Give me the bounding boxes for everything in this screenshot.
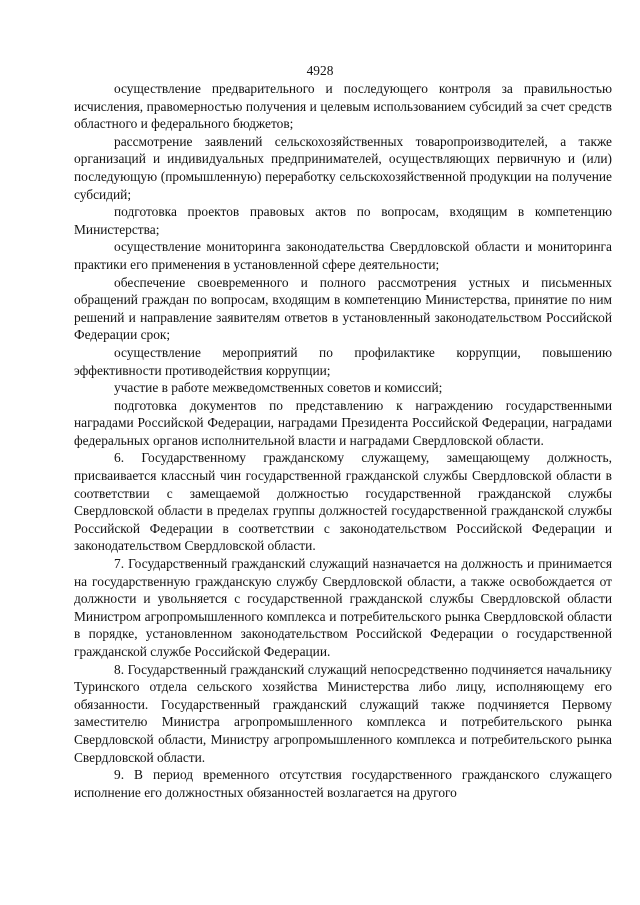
body-text <box>74 80 612 801</box>
paragraph-10: 7. Государственный гражданский служащий назначается на должность и принимается на государственную гражданскую службу Свердловской области, а также освобождается от должности и увольняется с государственной гражданской службы Свердловской области Министром агропромышленного комплекса и потребительского рынка Свердловской области в порядке, установленном законодательством Российской Федерации о государственной гражданской службе Российской Федерации. <box>74 556 612 659</box>
paragraph-3: подготовка проектов правовых актов по вопросам, входящим в компетенцию Министерства; <box>74 204 612 237</box>
page-number: 4928 <box>306 63 334 78</box>
paragraph-4: осуществление мониторинга законодательства Свердловской области и мониторинга практики его применения в установленной сфере деятельности; <box>74 239 612 272</box>
paragraph-1: осуществление предварительного и последующего контроля за правильностью исчисления, правомерностью получения и целевым использованием субсидий за счет средств областного и федерального бюджетов; <box>74 81 612 132</box>
paragraph-11: 8. Государственный гражданский служащий непосредственно подчиняется начальнику Туринского отдела сельского хозяйства Министерства либо лицу, исполняющему его обязанности. Государственный гражданский служащий также подчиняется Первому заместителю Министра агропромышленного комплекса и потребительского рынка Свердловской области, Министру агропромышленного комплекса и потребительского рынка Свердловской области. <box>74 661 612 765</box>
paragraph-7: участие в работе межведомственных советов и комиссий; <box>114 380 443 396</box>
paragraph-8: подготовка документов по представлению к награждению государственными наградами Российской Федерации, наградами Президента Российской Федерации, наградами федеральных органов исполнительной власти и наградами Свердловской области. <box>74 397 612 448</box>
paragraph-5: обеспечение своевременного и полного рассмотрения устных и письменных обращений граждан по вопросам, входящим в компетенцию Министерства, принятие по ним решений и направление заявителям ответов в установленный законодательством Российской Федерации срок; <box>74 274 612 343</box>
paragraph-6: осуществление мероприятий по профилактике коррупции, повышению эффективности противодействия коррупции; <box>74 344 612 378</box>
paragraph-2: рассмотрение заявлений сельскохозяйственных товаропроизводителей, а также организаций и индивидуальных предпринимателей, осуществляющих первичную и (или) последующую (промышленную) переработку сельскохозяйственной продукции на получение субсидий; <box>74 133 612 202</box>
paragraph-12: 9. В период временного отсутствия государственного гражданского служащего исполнение его должностных обязанностей возлагается на другого <box>74 767 612 800</box>
paragraph-9: 6. Государственному гражданскому служащему, замещающему должность, присваивается классный чин государственной гражданской службы Свердловской области в соответствии с замещаемой должностью государственной гражданской службы Свердловской области в пределах группы должностей государственной гражданской службы Российской Федерации в соответствии с законодательством Российской Федерации и законодательством Свердловской области. <box>74 450 612 554</box>
